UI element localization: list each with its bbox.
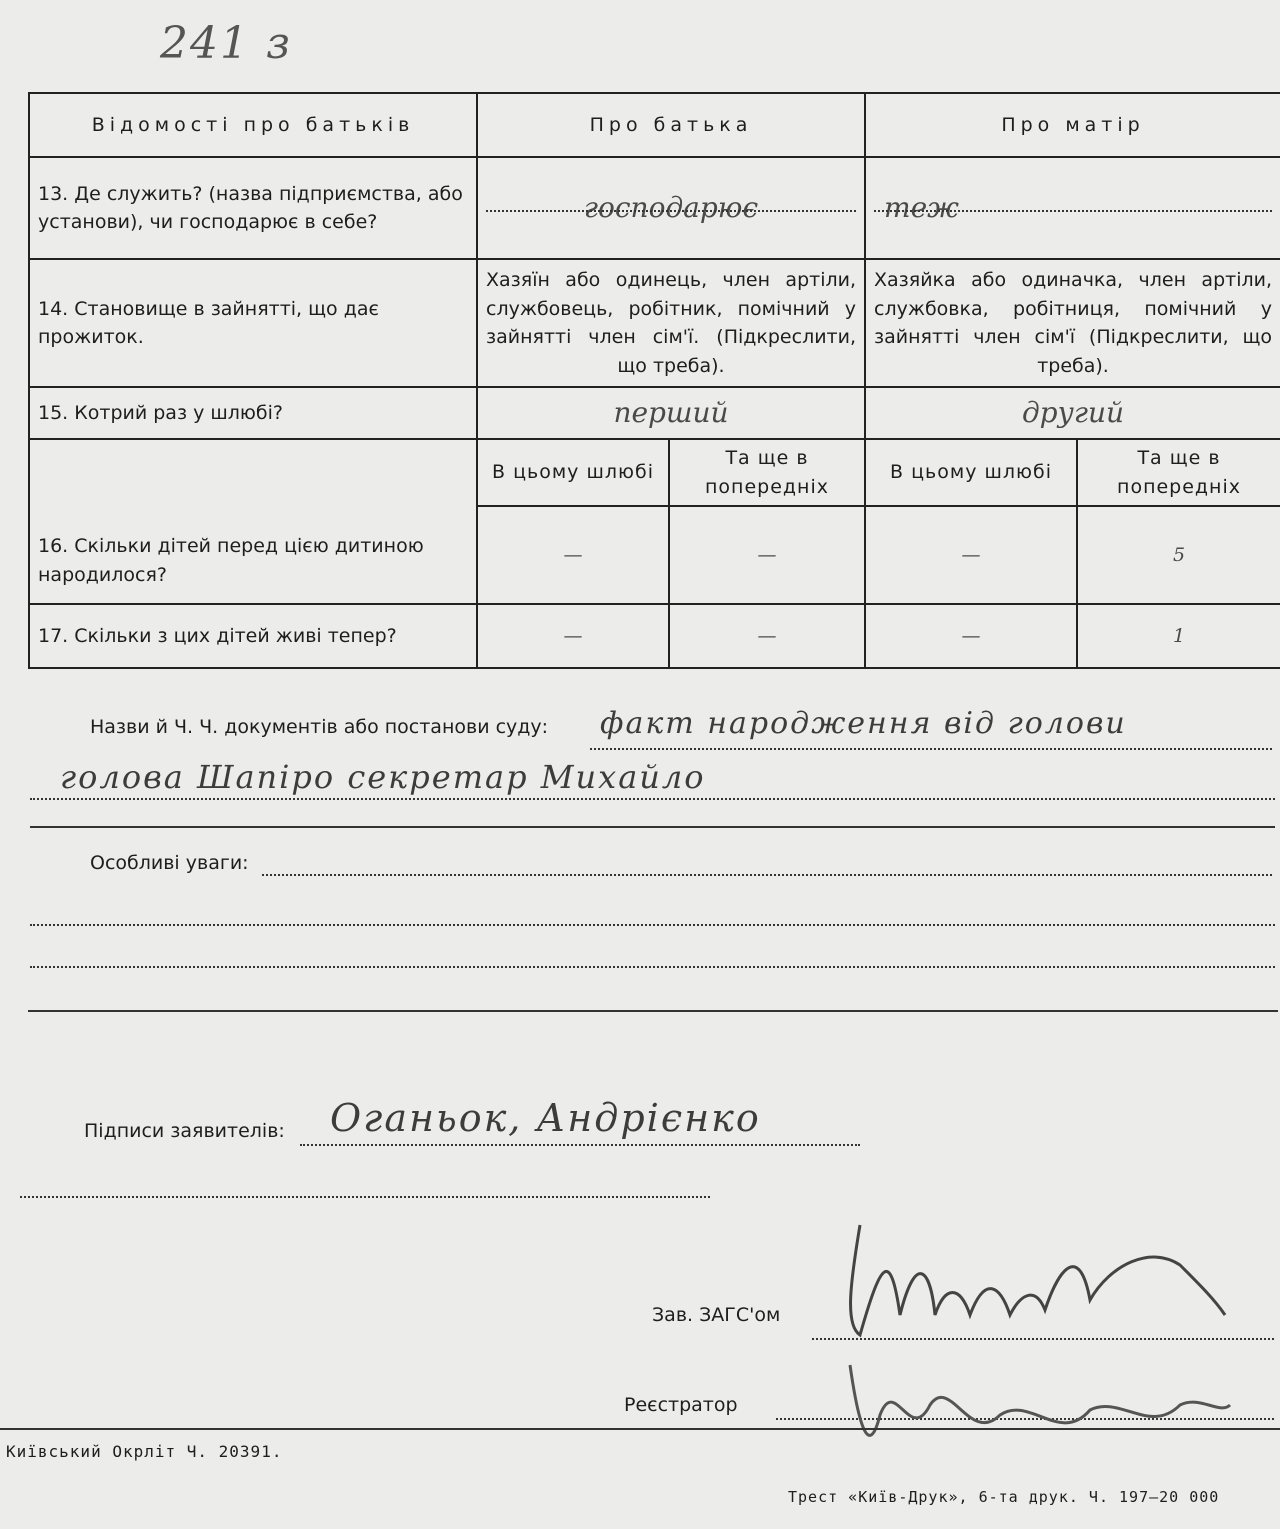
options-14-mother: Хазяйка або одиначка, член артіли, службовка, робітниця, помічний у зайнятті член сім'ї (Підкреслити, що треба). bbox=[865, 259, 1280, 387]
footer-left: Київський Окрліт Ч. 20391. bbox=[6, 1442, 283, 1461]
notes-rule-1 bbox=[262, 874, 1272, 876]
q16-father-previous: — bbox=[669, 506, 865, 604]
question-16: 16. Скільки дітей перед цією дитиною народилося? bbox=[29, 439, 477, 604]
subheader-mother-this: В цьому шлюбі bbox=[865, 439, 1077, 506]
official-signatures-image bbox=[820, 1205, 1240, 1485]
q17-father-previous: — bbox=[669, 604, 865, 668]
notes-rule-4 bbox=[28, 1010, 1278, 1012]
notes-label: Особливі уваги: bbox=[90, 852, 249, 874]
registrar-label: Реєстратор bbox=[624, 1394, 738, 1416]
documents-value-line2: голова Шапіро секретар Михайло bbox=[60, 758, 706, 796]
subheader-father-previous: Та ще в попередніх bbox=[669, 439, 865, 506]
answer-13-father: господарює bbox=[477, 157, 865, 259]
col-header-mother: Про матір bbox=[865, 93, 1280, 157]
notes-rule-3 bbox=[30, 966, 1275, 968]
subheader-father-this: В цьому шлюбі bbox=[477, 439, 669, 506]
q16-mother-this: — bbox=[865, 506, 1077, 604]
archive-number: 241 з bbox=[160, 18, 292, 69]
subheader-mother-previous: Та ще в попередніх bbox=[1077, 439, 1280, 506]
answer-15-father: перший bbox=[477, 387, 865, 439]
signatures-value: Оганьок, Андрієнко bbox=[330, 1096, 761, 1140]
signatures-rule-2 bbox=[20, 1196, 710, 1198]
question-14: 14. Становище в зайнятті, що дає прожиток. bbox=[29, 259, 477, 387]
col-header-left: Відомості про батьків bbox=[29, 93, 477, 157]
documents-rule-1 bbox=[590, 748, 1272, 750]
answer-15-mother: другий bbox=[865, 387, 1280, 439]
parents-info-table bbox=[28, 92, 1280, 669]
question-17: 17. Скільки з цих дітей живі тепер? bbox=[29, 604, 477, 668]
notes-rule-2 bbox=[30, 924, 1275, 926]
head-label: Зав. ЗАГС'ом bbox=[652, 1304, 781, 1326]
footer-right: Трест «Київ-Друк», 6-та друк. Ч. 197—20 000 bbox=[788, 1488, 1220, 1506]
documents-value-line1: факт народження від голови bbox=[600, 706, 1127, 741]
options-14-father: Хазяїн або одинець, член артіли, службовець, робітник, помічний у зайнятті член сім'ї. (Підкреслити, що треба). bbox=[477, 259, 865, 387]
signatures-label: Підписи заявителів: bbox=[84, 1120, 285, 1142]
q17-father-this: — bbox=[477, 604, 669, 668]
q16-mother-previous: 5 bbox=[1077, 506, 1280, 604]
documents-label: Назви й Ч. Ч. документів або постанови суду: bbox=[90, 716, 549, 738]
question-15: 15. Котрий раз у шлюбі? bbox=[29, 387, 477, 439]
q17-mother-this: — bbox=[865, 604, 1077, 668]
documents-rule-2 bbox=[30, 798, 1275, 800]
documents-rule-3 bbox=[30, 826, 1275, 828]
footer-rule bbox=[0, 1428, 1280, 1430]
signatures-rule-1 bbox=[300, 1144, 860, 1146]
q17-mother-previous: 1 bbox=[1077, 604, 1280, 668]
question-13: 13. Де служить? (назва підприємства, або установи), чи господарює в себе? bbox=[29, 157, 477, 259]
answer-13-mother: теж bbox=[865, 157, 1280, 259]
q16-father-this: — bbox=[477, 506, 669, 604]
col-header-father: Про батька bbox=[477, 93, 865, 157]
